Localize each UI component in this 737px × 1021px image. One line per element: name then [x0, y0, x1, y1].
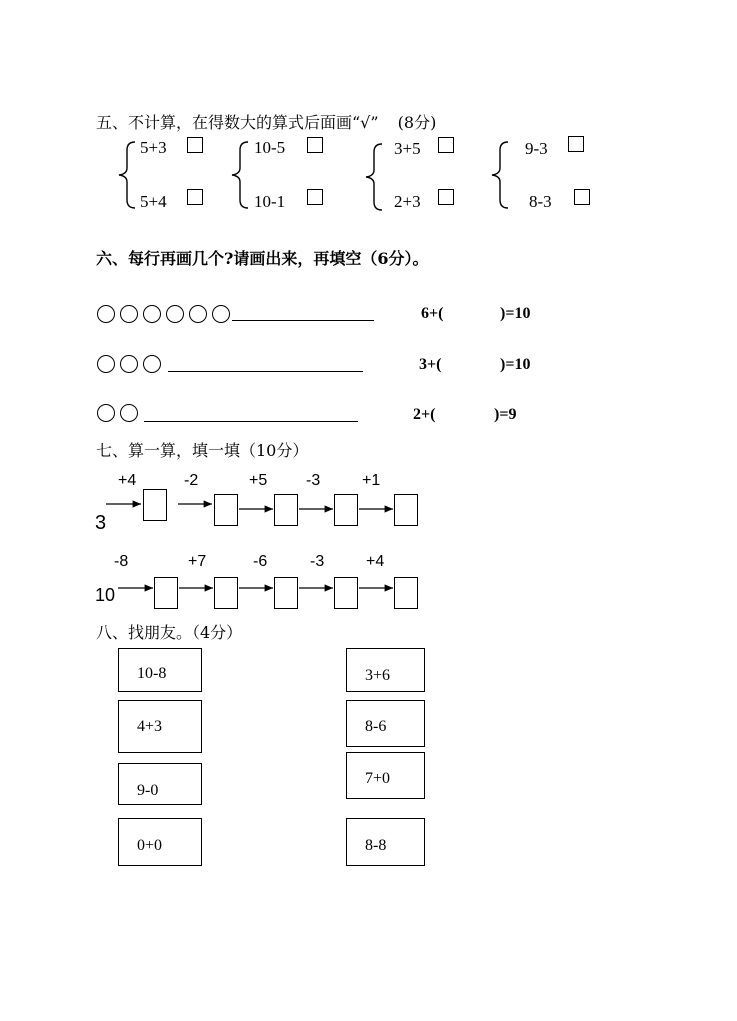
circle-icon — [212, 305, 230, 323]
circle-icon — [166, 305, 184, 323]
expression-text: 4+3 — [137, 718, 163, 735]
group1-top-expr: 5+3 — [140, 138, 167, 157]
answer-box[interactable] — [214, 577, 238, 609]
section8-title: 八、找朋友。（4分） — [96, 623, 243, 642]
operation-label: -2 — [184, 472, 199, 489]
operation-label: +4 — [118, 472, 137, 489]
expression-text: 7+0 — [365, 770, 391, 787]
answer-blank[interactable] — [442, 404, 494, 426]
expression-text: 0+0 — [137, 837, 163, 854]
circle-group — [97, 353, 166, 373]
circle-icon — [120, 355, 138, 373]
expression-card[interactable] — [346, 752, 425, 799]
expression-card[interactable] — [346, 818, 425, 866]
operation-label: +5 — [249, 472, 268, 489]
answer-box[interactable] — [568, 136, 584, 152]
expression-text: 10-8 — [137, 665, 167, 682]
section5-score: (8分) — [397, 113, 437, 132]
circle-icon — [97, 305, 115, 323]
operation-label: -3 — [310, 553, 325, 570]
answer-box[interactable] — [394, 577, 418, 609]
answer-box[interactable] — [187, 137, 203, 153]
group2-bottom-expr: 10-1 — [254, 192, 286, 211]
operation-label: -8 — [114, 553, 129, 570]
brace-icon — [228, 140, 250, 210]
circle-icon — [143, 305, 161, 323]
equation-right: )=10 — [500, 356, 531, 373]
equation-right: )=10 — [500, 305, 531, 322]
answer-box[interactable] — [334, 577, 358, 609]
circle-group — [97, 402, 143, 422]
answer-box[interactable] — [154, 577, 178, 609]
group3-bottom-expr: 2+3 — [394, 192, 421, 211]
chain-start-value: 10 — [95, 585, 116, 605]
equation-left: 2+( — [413, 406, 436, 423]
group3-top-expr: 3+5 — [394, 139, 421, 158]
drawing-line[interactable] — [168, 371, 363, 372]
expression-card[interactable] — [346, 700, 425, 747]
expression-card[interactable] — [118, 700, 202, 753]
equation-left: 6+( — [421, 305, 444, 322]
operation-label: -3 — [306, 472, 321, 489]
answer-box[interactable] — [214, 494, 238, 526]
section6-title: 六、每行再画几个?请画出来，再填空（6分）。 — [96, 249, 429, 268]
group1-bottom-expr: 5+4 — [140, 192, 167, 211]
brace-icon — [115, 140, 137, 210]
expression-card[interactable] — [118, 763, 202, 805]
drawing-line[interactable] — [144, 421, 358, 422]
group2-top-expr: 10-5 — [254, 138, 286, 157]
expression-text: 9-0 — [137, 782, 159, 799]
expression-text: 8-6 — [365, 718, 387, 735]
group4-bottom-expr: 8-3 — [529, 192, 552, 211]
circle-icon — [97, 355, 115, 373]
operation-label: +4 — [366, 553, 385, 570]
answer-box[interactable] — [274, 577, 298, 609]
equation-left: 3+( — [419, 356, 442, 373]
circle-icon — [143, 355, 161, 373]
answer-box[interactable] — [274, 494, 298, 526]
expression-text: 3+6 — [365, 667, 391, 684]
drawing-line[interactable] — [232, 320, 374, 321]
chain-start-value: 3 — [95, 512, 107, 534]
answer-box[interactable] — [307, 189, 323, 205]
operation-label: +7 — [188, 553, 207, 570]
expression-card[interactable] — [346, 648, 425, 692]
brace-icon — [488, 140, 510, 210]
brace-icon — [362, 142, 384, 212]
operation-label: +1 — [362, 472, 381, 489]
group4-top-expr: 9-3 — [525, 139, 548, 158]
answer-box[interactable] — [438, 189, 454, 205]
answer-box[interactable] — [574, 189, 590, 205]
answer-box[interactable] — [187, 189, 203, 205]
operation-label: -6 — [253, 553, 268, 570]
section5-title — [96, 110, 436, 133]
answer-box[interactable] — [307, 137, 323, 153]
answer-box[interactable] — [334, 494, 358, 526]
expression-card[interactable] — [118, 648, 202, 692]
answer-box[interactable] — [394, 494, 418, 526]
circle-icon — [189, 305, 207, 323]
circle-icon — [120, 404, 138, 422]
answer-blank[interactable] — [448, 354, 500, 376]
expression-card[interactable] — [118, 818, 202, 866]
answer-box[interactable] — [143, 489, 167, 521]
circle-group — [97, 303, 235, 323]
section5-title-text: 五、不计算，在得数大的算式后面画“√” — [96, 113, 379, 132]
expression-text: 8-8 — [365, 837, 387, 854]
circle-icon — [120, 305, 138, 323]
answer-box[interactable] — [438, 137, 454, 153]
equation-right: )=9 — [494, 406, 517, 423]
circle-icon — [97, 404, 115, 422]
answer-blank[interactable] — [450, 303, 500, 325]
section7-title: 七、算一算，填一填（10分） — [96, 441, 309, 460]
